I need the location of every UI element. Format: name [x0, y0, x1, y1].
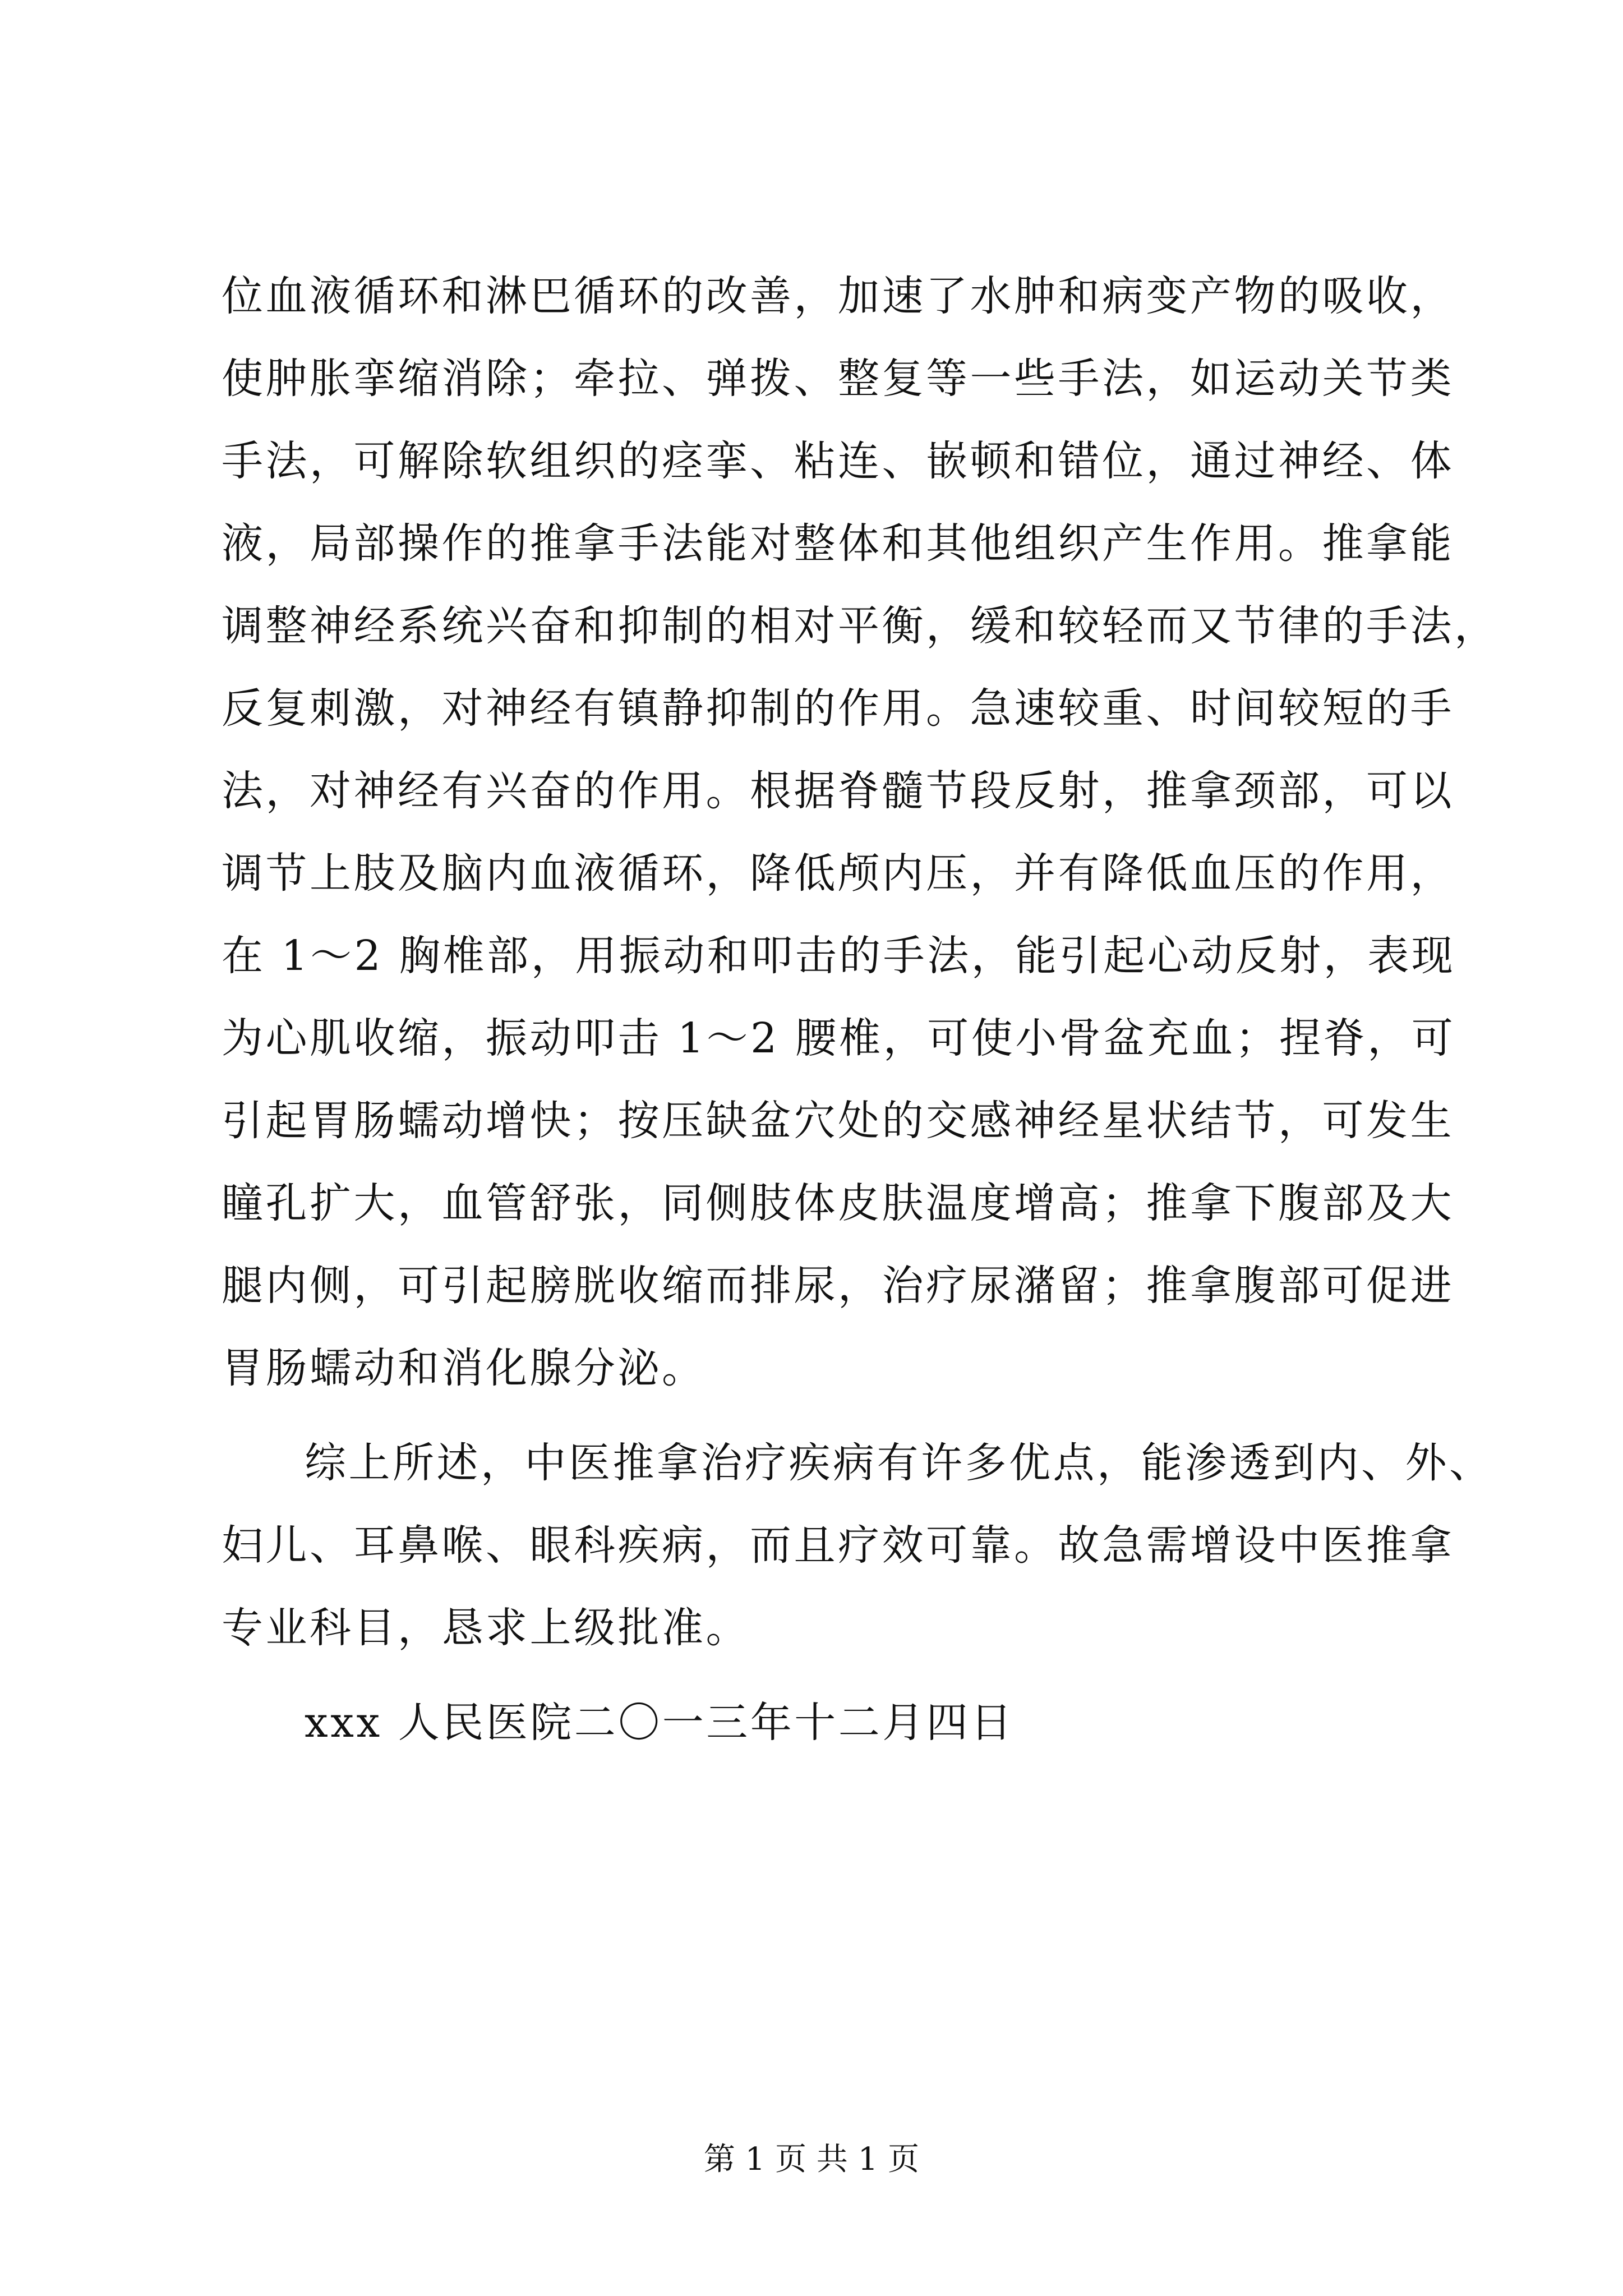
text-line: 瞳孔扩大，血管舒张，同侧肢体皮肤温度增高；推拿下腹部及大 [222, 1179, 1454, 1227]
text-line: 妇儿、耳鼻喉、眼科疾病，而且疗效可靠。故急需增设中医推拿 [222, 1521, 1454, 1570]
page-number-label: 第 1 页 共 1 页 [703, 2141, 920, 2178]
text-line: 调节上肢及脑内血液循环，降低颅内压，并有降低血压的作用， [222, 849, 1454, 898]
text-line: 位血液循环和淋巴循环的改善，加速了水肿和病变产物的吸收， [222, 272, 1454, 320]
text-line: 为心肌收缩，振动叩击 1～2 腰椎，可使小骨盆充血；捏脊，可 [222, 1014, 1456, 1062]
text-line: 引起胃肠蠕动增快；按压缺盆穴处的交感神经星状结节，可发生 [222, 1097, 1454, 1145]
text-line: 液，局部操作的推拿手法能对整体和其他组织产生作用。推拿能 [222, 519, 1454, 568]
text-line: 使肿胀挛缩消除；牵拉、弹拨、整复等一些手法，如运动关节类 [222, 355, 1454, 403]
text-line: 胃肠蠕动和消化腺分泌。 [222, 1344, 706, 1392]
page-footer [0, 2140, 1623, 2179]
text-line: 法，对神经有兴奋的作用。根据脊髓节段反射，推拿颈部，可以 [222, 767, 1454, 815]
text-line: 在 1～2 胸椎部，用振动和叩击的手法，能引起心动反射，表现 [222, 932, 1456, 980]
signature-block [222, 1682, 1427, 1764]
text-line: 手法，可解除软组织的痉挛、粘连、嵌顿和错位，通过神经、体 [222, 437, 1454, 485]
text-line: 专业科目，恳求上级批准。 [222, 1604, 750, 1652]
paragraph-2 [222, 1422, 1493, 1669]
text-line: 反复刺激，对神经有镇静抑制的作用。急速较重、时间较短的手 [222, 684, 1454, 733]
text-line: 腿内侧，可引起膀胱收缩而排尿，治疗尿潴留；推拿腹部可促进 [222, 1262, 1454, 1310]
document-body [222, 255, 1498, 1764]
text-line: 调整神经系统兴奋和抑制的相对平衡，缓和较轻而又节律的手法， [222, 602, 1498, 650]
signature-line: xxx 人民医院二〇一三年十二月四日 [305, 1699, 1015, 1747]
text-line: 综上所述，中医推拿治疗疾病有许多优点，能渗透到内、外、 [305, 1439, 1493, 1487]
paragraph-1 [222, 255, 1498, 1410]
